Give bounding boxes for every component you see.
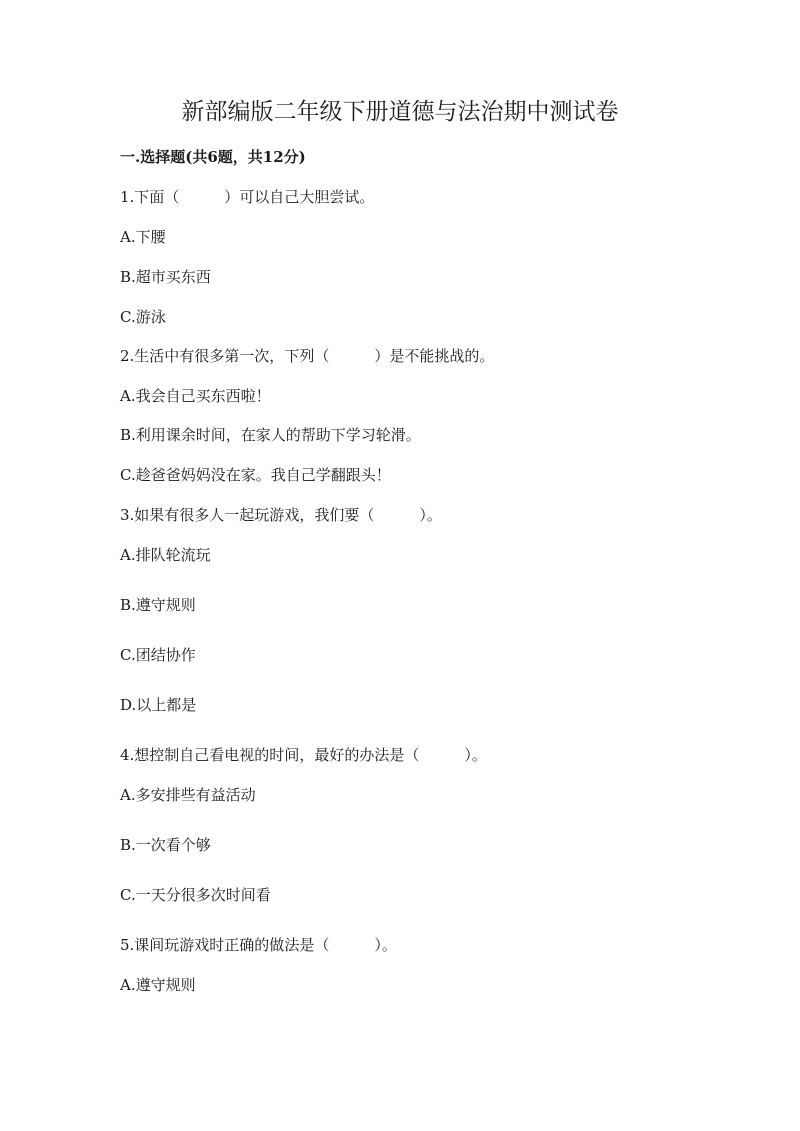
question-3-option-c: C.团结协作 — [120, 646, 196, 664]
question-3-option-b: B.遵守规则 — [120, 596, 196, 614]
question-3-option-a: A.排队轮流玩 — [120, 546, 211, 564]
question-4-option-b: B.一次看个够 — [120, 836, 211, 854]
question-2-stem: 2.生活中有很多第一次，下列（ ）是不能挑战的。 — [120, 347, 495, 365]
section-heading: 一.选择题(共6题，共12分) — [120, 148, 306, 166]
question-1-option-b: B.超市买东西 — [120, 268, 211, 286]
question-4-option-a: A.多安排些有益活动 — [120, 786, 256, 804]
question-4-option-c: C.一天分很多次时间看 — [120, 886, 271, 904]
question-3-stem: 3.如果有很多人一起玩游戏，我们要（ ）。 — [120, 506, 442, 524]
question-4-stem: 4.想控制自己看电视的时间，最好的办法是（ ）。 — [120, 746, 487, 764]
question-5-option-a: A.遵守规则 — [120, 976, 196, 994]
question-2-option-b: B.利用课余时间，在家人的帮助下学习轮滑。 — [120, 426, 421, 444]
question-3-option-d: D.以上都是 — [120, 696, 197, 714]
question-1-option-a: A.下腰 — [120, 228, 166, 246]
question-1-stem: 1.下面（ ）可以自己大胆尝试。 — [120, 188, 375, 206]
question-2-option-c: C.趁爸爸妈妈没在家。我自己学翻跟头！ — [120, 466, 391, 484]
page-title: 新部编版二年级下册道德与法治期中测试卷 — [181, 99, 619, 125]
question-5-stem: 5.课间玩游戏时正确的做法是（ ）。 — [120, 936, 397, 954]
question-1-option-c: C.游泳 — [120, 308, 166, 326]
question-2-option-a: A.我会自己买东西啦！ — [120, 387, 271, 405]
